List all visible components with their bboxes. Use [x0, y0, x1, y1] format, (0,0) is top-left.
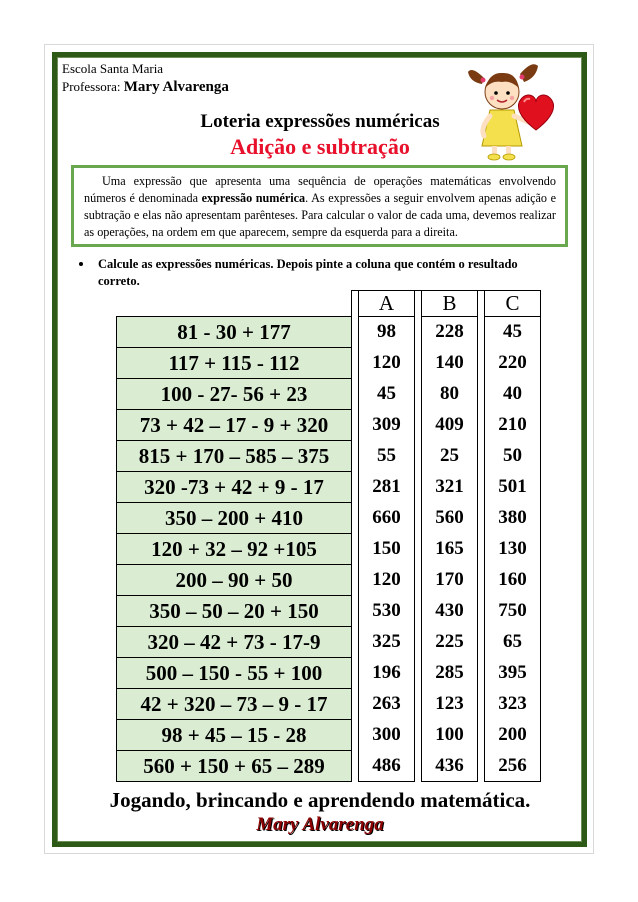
- cell-gap: [352, 565, 359, 596]
- expression-cell: 560 + 150 + 65 – 289: [117, 751, 352, 782]
- intro-part2: . As expressões a seguir envolvem apenas adição e subtração e elas não apresentam parênteses. Para calcular o valor de cada uma, devemos realizar as operações, na ordem em que aparecem, sempre da esquerda para a direita.: [84, 191, 556, 239]
- cell-gap: [478, 720, 485, 751]
- teacher-label: Professora:: [62, 79, 124, 94]
- answer-cell-c[interactable]: 210: [485, 410, 541, 441]
- table-row: [117, 720, 541, 751]
- answer-cell-c[interactable]: 130: [485, 534, 541, 565]
- answer-cell-a[interactable]: 55: [359, 441, 415, 472]
- cell-gap: [352, 596, 359, 627]
- header-blank: [117, 291, 352, 317]
- answer-cell-c[interactable]: 323: [485, 689, 541, 720]
- cell-gap: [415, 565, 422, 596]
- table-row: [117, 348, 541, 379]
- girl-holding-heart-icon: [462, 58, 558, 162]
- cell-gap: [478, 472, 485, 503]
- table-row: [117, 534, 541, 565]
- answer-cell-b[interactable]: 80: [422, 379, 478, 410]
- answer-cell-c[interactable]: 45: [485, 317, 541, 348]
- column-header-a: A: [359, 291, 415, 317]
- table-row: [117, 317, 541, 348]
- page-title: Loteria expressões numéricas: [200, 111, 440, 132]
- cell-gap: [415, 627, 422, 658]
- answer-cell-a[interactable]: 309: [359, 410, 415, 441]
- intro-text: [84, 173, 556, 241]
- cell-gap: [352, 317, 359, 348]
- cell-gap: [478, 751, 485, 782]
- answer-cell-b[interactable]: 409: [422, 410, 478, 441]
- lottery-table: [116, 290, 541, 782]
- answer-cell-a[interactable]: 325: [359, 627, 415, 658]
- intro-part1: Uma expressão que apresenta uma sequência de operações matemáticas envolvendo números é denominada: [84, 174, 556, 205]
- bullet-icon: [79, 262, 83, 266]
- table-row: [117, 689, 541, 720]
- answer-cell-a[interactable]: 281: [359, 472, 415, 503]
- answer-cell-c[interactable]: 380: [485, 503, 541, 534]
- table-body: [117, 317, 541, 782]
- expression-cell: 98 + 45 – 15 - 28: [117, 720, 352, 751]
- cell-gap: [478, 534, 485, 565]
- cell-gap: [352, 441, 359, 472]
- expression-cell: 350 – 200 + 410: [117, 503, 352, 534]
- cell-gap: [415, 720, 422, 751]
- header-gap: [478, 291, 485, 317]
- cell-gap: [352, 503, 359, 534]
- table-row: [117, 751, 541, 782]
- answer-cell-b[interactable]: 165: [422, 534, 478, 565]
- answer-cell-c[interactable]: 40: [485, 379, 541, 410]
- answer-cell-c[interactable]: 200: [485, 720, 541, 751]
- cell-gap: [352, 627, 359, 658]
- expression-cell: 120 + 32 – 92 +105: [117, 534, 352, 565]
- answer-cell-a[interactable]: 300: [359, 720, 415, 751]
- page-subtitle: Adição e subtração: [230, 134, 410, 159]
- cell-gap: [478, 379, 485, 410]
- footer-signature: Mary Alvarenga: [256, 814, 384, 835]
- answer-cell-b[interactable]: 321: [422, 472, 478, 503]
- answer-cell-a[interactable]: 263: [359, 689, 415, 720]
- answer-cell-c[interactable]: 50: [485, 441, 541, 472]
- cell-gap: [478, 658, 485, 689]
- answer-cell-b[interactable]: 560: [422, 503, 478, 534]
- cell-gap: [352, 658, 359, 689]
- answer-cell-b[interactable]: 228: [422, 317, 478, 348]
- cell-gap: [415, 596, 422, 627]
- cell-gap: [415, 751, 422, 782]
- header-gap: [415, 291, 422, 317]
- table-row: [117, 596, 541, 627]
- answer-cell-b[interactable]: 170: [422, 565, 478, 596]
- table-header-row: [117, 291, 541, 317]
- table-row: [117, 379, 541, 410]
- cell-gap: [415, 658, 422, 689]
- cell-gap: [415, 379, 422, 410]
- column-header-c: C: [485, 291, 541, 317]
- intro-box: [71, 165, 568, 247]
- answer-cell-b[interactable]: 225: [422, 627, 478, 658]
- table-row: [117, 565, 541, 596]
- cell-gap: [352, 472, 359, 503]
- expression-cell: 117 + 115 - 112: [117, 348, 352, 379]
- instruction-text: Calcule as expressões numéricas. Depois pinte a coluna que contém o resultado correto.: [98, 257, 518, 288]
- cell-gap: [478, 410, 485, 441]
- answer-cell-c[interactable]: 750: [485, 596, 541, 627]
- column-header-b: B: [422, 291, 478, 317]
- answer-cell-c[interactable]: 395: [485, 658, 541, 689]
- cell-gap: [352, 720, 359, 751]
- table-row: [117, 410, 541, 441]
- cell-gap: [478, 689, 485, 720]
- cell-gap: [352, 534, 359, 565]
- cell-gap: [352, 379, 359, 410]
- teacher-line: [62, 78, 229, 96]
- cell-gap: [415, 410, 422, 441]
- school-name: Escola Santa Maria: [62, 61, 164, 76]
- cell-gap: [478, 317, 485, 348]
- answer-cell-a[interactable]: 45: [359, 379, 415, 410]
- table-row: [117, 627, 541, 658]
- answer-cell-a[interactable]: 660: [359, 503, 415, 534]
- cell-gap: [352, 689, 359, 720]
- answer-cell-c[interactable]: 256: [485, 751, 541, 782]
- answer-cell-c[interactable]: 160: [485, 565, 541, 596]
- answer-cell-b[interactable]: 100: [422, 720, 478, 751]
- expression-cell: 320 – 42 + 73 - 17-9: [117, 627, 352, 658]
- cell-gap: [415, 534, 422, 565]
- cell-gap: [478, 441, 485, 472]
- expression-cell: 500 – 150 - 55 + 100: [117, 658, 352, 689]
- answer-cell-a[interactable]: 120: [359, 348, 415, 379]
- intro-bold-term: expressão numérica: [201, 191, 306, 205]
- answer-cell-c[interactable]: 501: [485, 472, 541, 503]
- answer-cell-b[interactable]: 285: [422, 658, 478, 689]
- answer-cell-b[interactable]: 436: [422, 751, 478, 782]
- answer-cell-b[interactable]: 123: [422, 689, 478, 720]
- expression-cell: 815 + 170 – 585 – 375: [117, 441, 352, 472]
- answer-cell-c[interactable]: 220: [485, 348, 541, 379]
- answer-cell-a[interactable]: 530: [359, 596, 415, 627]
- cell-gap: [415, 317, 422, 348]
- cell-gap: [478, 503, 485, 534]
- cell-gap: [478, 348, 485, 379]
- expression-cell: 81 - 30 + 177: [117, 317, 352, 348]
- expression-cell: 42 + 320 – 73 – 9 - 17: [117, 689, 352, 720]
- cell-gap: [478, 565, 485, 596]
- expression-cell: 350 – 50 – 20 + 150: [117, 596, 352, 627]
- answer-cell-a[interactable]: 120: [359, 565, 415, 596]
- answer-cell-b[interactable]: 25: [422, 441, 478, 472]
- cell-gap: [478, 596, 485, 627]
- expression-cell: 73 + 42 – 17 - 9 + 320: [117, 410, 352, 441]
- answer-cell-a[interactable]: 196: [359, 658, 415, 689]
- answer-cell-c[interactable]: 65: [485, 627, 541, 658]
- cell-gap: [415, 689, 422, 720]
- table-row: [117, 658, 541, 689]
- answer-cell-a[interactable]: 150: [359, 534, 415, 565]
- footer-slogan: Jogando, brincando e aprendendo matemática.: [109, 788, 531, 812]
- expression-cell: 320 -73 + 42 + 9 - 17: [117, 472, 352, 503]
- table-row: [117, 441, 541, 472]
- header-gap: [352, 291, 359, 317]
- cell-gap: [478, 627, 485, 658]
- answer-cell-a[interactable]: 486: [359, 751, 415, 782]
- answer-cell-b[interactable]: 430: [422, 596, 478, 627]
- cell-gap: [415, 441, 422, 472]
- table-row: [117, 503, 541, 534]
- cell-gap: [352, 348, 359, 379]
- answer-cell-b[interactable]: 140: [422, 348, 478, 379]
- expression-cell: 200 – 90 + 50: [117, 565, 352, 596]
- teacher-name: Mary Alvarenga: [123, 79, 229, 95]
- cell-gap: [415, 472, 422, 503]
- answer-cell-a[interactable]: 98: [359, 317, 415, 348]
- cell-gap: [352, 751, 359, 782]
- cell-gap: [352, 410, 359, 441]
- cell-gap: [415, 348, 422, 379]
- cell-gap: [415, 503, 422, 534]
- table-row: [117, 472, 541, 503]
- expression-cell: 100 - 27- 56 + 23: [117, 379, 352, 410]
